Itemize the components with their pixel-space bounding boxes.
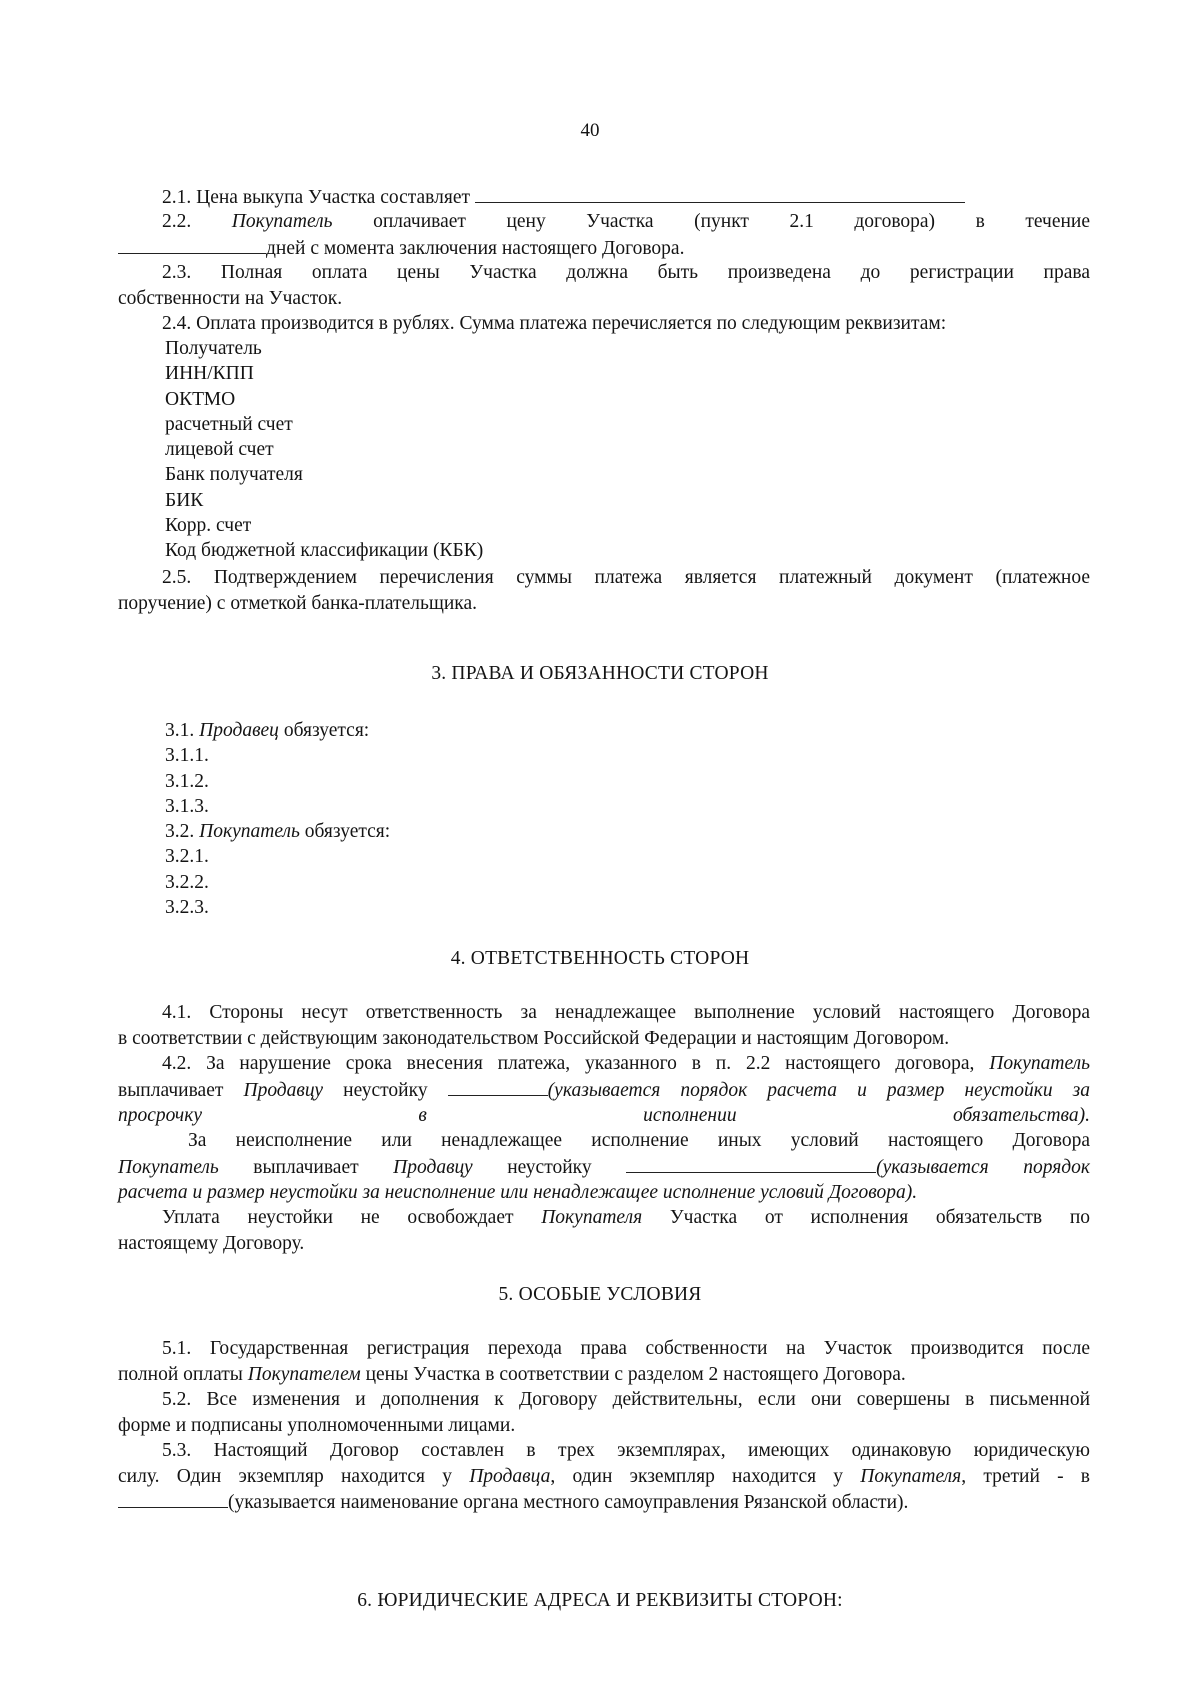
penalty-blank [626,1154,876,1173]
requisite-item: ОКТМО [165,388,236,410]
obligation-item: 3.2.3. [165,897,209,919]
clause-text: 5.3. Настоящий Договор составлен в трех экземплярах, имеющих одинаковую юридическую [162,1440,1090,1461]
clause-text: оплачивает цену Участка (пункт 2.1 договора) в течение [373,211,1091,232]
clause-4-1 [118,1000,1090,1051]
days-blank [118,235,266,254]
requisites-list [165,336,483,564]
party-seller: Продавца [469,1465,551,1487]
clause-4-2: 4.2. За нарушение срока внесения платежа, указанного в п. 2.2 настоящего договора, Покупатель выплачивает Продавцу неустойку (указывается порядок расчета и размер неустойки за просрочку в исполнении обязательства). [118,1053,1091,1126]
clause-2-1 [118,184,1090,211]
instruction-note: расчета и размер неустойки за неисполнение или ненадлежащее исполнение условий Договора). [118,1182,918,1203]
buyer-obligations-title: 3.2. Покупатель обязуется: [165,821,391,843]
authority-blank [118,1489,228,1508]
clause-text: За неисполнение или ненадлежащее исполнение иных условий настоящего Договора [188,1130,1090,1151]
party-seller: Продавцу [393,1156,473,1178]
requisite-item: Корр. счет [165,515,252,537]
clause-text: 2.5. Подтверждением перечисления суммы платежа является платежный документ (платежное [162,567,1090,588]
requisite-item: расчетный счет [165,413,293,435]
clause-text: форме и подписаны уполномоченными лицами. [118,1414,516,1436]
clause-2-5 [118,565,1090,616]
obligation-item: 3.2.1. [165,846,209,868]
party-buyer: Покупатель [989,1053,1091,1074]
clause-text: в соответствии с действующим законодательством Российской Федерации и настоящим Договором. [118,1027,950,1049]
obligation-item: 3.1.2. [165,770,209,792]
clause-5-2 [118,1387,1090,1438]
obligation-item: 3.1.1. [165,745,209,767]
clause-text: поручение) с отметкой банка-плательщика. [118,592,478,614]
clause-2-4 [118,311,1090,337]
clause-2-2 [118,209,1090,261]
requisite-item: лицевой счет [165,439,274,461]
obligation-item: 3.2.2. [165,871,209,893]
requisite-item: Код бюджетной классификации (КБК) [165,540,484,562]
requisite-item: БИК [165,489,204,511]
clause-text: 5.2. Все изменения и дополнения к Договору действительны, если они совершены в письменной [162,1389,1090,1410]
seller-obligations-title: 3.1. Продавец обязуется: [165,720,370,741]
clause-text: 2.4. Оплата производится в рублях. Сумма платежа перечисляется по следующим реквизитам: [162,313,947,334]
party-buyer: Покупатель [199,821,300,843]
instruction-note: (указывается порядок [876,1156,1091,1178]
clause-text: (указывается наименование органа местного самоуправления Рязанской области). [228,1492,909,1513]
party-buyer: Покупатель [118,1156,219,1178]
price-blank [475,184,965,203]
section-heading-5: 5. ОСОБЫЕ УСЛОВИЯ [498,1284,702,1305]
clause-number: 2.2. [162,211,192,232]
party-buyer: Покупателя [860,1465,962,1487]
party-buyer: Покупатель [231,211,333,232]
clause-text: 4.2. За нарушение срока внесения платежа, указанного в п. 2.2 настоящего договора, [162,1053,975,1074]
party-buyer: Покупателем [247,1363,361,1385]
section-heading-4: 4. ОТВЕТСТВЕННОСТЬ СТОРОН [450,948,750,969]
page-number: 40 [580,120,600,141]
clause-text: 2.1. Цена выкупа Участка составляет [162,187,470,208]
clause-text: 2.3. Полная оплата цены Участка должна быть произведена до регистрации права [162,262,1090,283]
clause-text: настоящему Договору. [118,1232,305,1254]
obligations-list [165,718,390,920]
party-seller: Продавцу [243,1079,324,1101]
clause-2-3 [118,260,1090,311]
clause-5-3: 5.3. Настоящий Договор составлен в трех экземплярах, имеющих одинаковую юридическую силу. Один экземпляр находится у Продавца, один экземпляр находится у Покупателя, третий - в (указывается наименование органа местного самоуправления Рязанской области). [118,1440,1091,1513]
requisite-item: ИНН/КПП [165,363,254,385]
section-heading-3: 3. ПРАВА И ОБЯЗАННОСТИ СТОРОН [431,663,769,684]
clause-4-4: Уплата неустойки не освобождает Покупателя Участка от исполнения обязательств по настоящему Договору. [118,1205,1090,1256]
clause-4-3: За неисполнение или ненадлежащее исполнение иных условий настоящего Договора Покупатель выплачивает Продавцу неустойку (указывается порядок расчета и размер неустойки за неисполнение или ненадлежащее исполнение условий Договора). [118,1130,1091,1203]
requisite-item: Получатель [165,338,262,359]
party-buyer: Покупателя [541,1207,643,1228]
instruction-note: просрочку в исполнении обязательства). [118,1105,1090,1126]
penalty-blank [448,1077,548,1096]
clause-text: собственности на Участок. [118,287,343,309]
party-seller: Продавец [199,720,279,741]
clause-5-1: 5.1. Государственная регистрация перехода права собственности на Участок производится после полной оплаты Покупателем цены Участка в соответствии с разделом 2 настоящего Договора. [118,1338,1090,1385]
clause-text: 4.1. Стороны несут ответственность за ненадлежащее выполнение условий настоящего Договора [162,1002,1090,1023]
clause-text: 5.1. Государственная регистрация перехода права собственности на Участок производится после [162,1338,1090,1359]
requisite-item: Банк получателя [165,464,303,486]
obligation-item: 3.1.3. [165,795,209,817]
clause-text: дней с момента заключения настоящего Договора. [266,237,685,259]
instruction-note: (указывается порядок расчета и размер неустойки за [547,1079,1091,1101]
section-heading-6: 6. ЮРИДИЧЕСКИЕ АДРЕСА И РЕКВИЗИТЫ СТОРОН: [357,1590,843,1611]
